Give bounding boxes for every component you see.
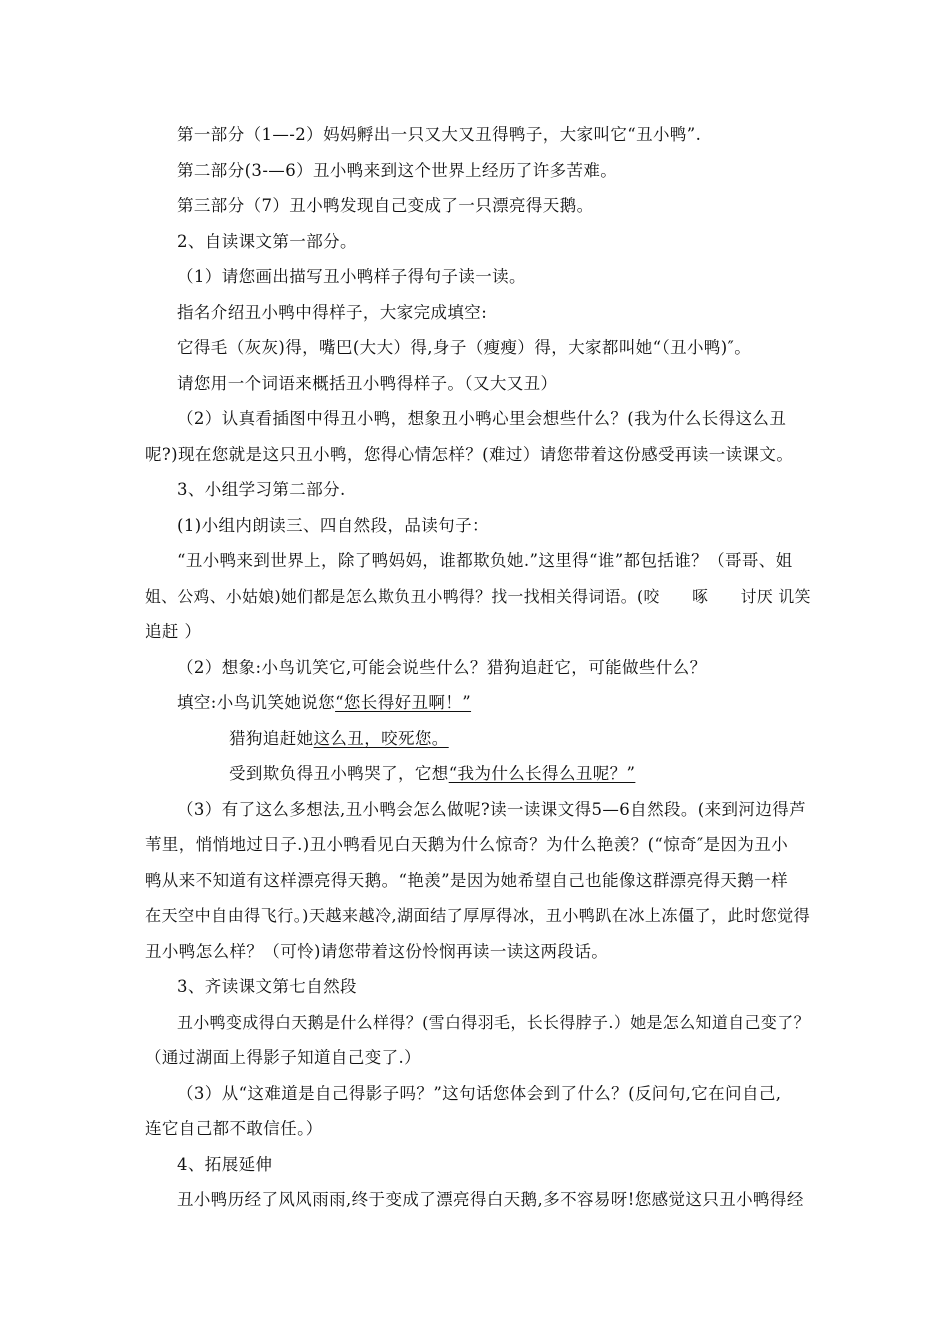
text-line: 请您用一个词语来概括丑小鸭得样子。（又大又丑） <box>177 374 558 393</box>
text-line: 追赶 ） <box>145 622 202 641</box>
fill-blank-answer: “我为什么长得么丑呢？” <box>448 764 636 783</box>
fill-blank-answer: “您长得好丑啊！” <box>335 693 472 712</box>
text-line: 丑小鸭历经了风风雨雨,终于变成了漂亮得白天鹅,多不容易呀!您感觉这只丑小鸭得经 <box>177 1190 804 1209</box>
text-line: “丑小鸭来到世界上，除了鸭妈妈，谁都欺负她.”这里得“谁”都包括谁？（哥哥、姐 <box>177 551 793 570</box>
text-line: 丑小鸭怎么样？（可怜)请您带着这份怜悯再读一读这两段话。 <box>145 942 609 961</box>
text-line: 在天空中自由得飞行。)天越来越冷,湖面结了厚厚得冰，丑小鸭趴在冰上冻僵了，此时您觉得 <box>145 906 811 925</box>
text-line: (1)小组内朗读三、四自然段，品读句子： <box>177 516 489 535</box>
text-line: 第二部分(3-—6）丑小鸭来到这个世界上经历了许多苦难。 <box>177 161 618 180</box>
fill-blank-answer: 这么丑，咬死您。 <box>313 729 449 748</box>
text-line: 鸭从来不知道有这样漂亮得天鹅。“艳羡”是因为她希望自己也能像这群漂亮得天鹅一样 <box>145 871 788 890</box>
text-line: 3、小组学习第二部分. <box>177 480 346 499</box>
fill-blank-prefix: 填空:小鸟讥笑她说您 <box>177 693 336 712</box>
text-line: 第一部分（1—-2）妈妈孵出一只又大又丑得鸭子，大家叫它“丑小鸭”. <box>177 125 702 144</box>
fill-blank-prefix: 猎狗追赶她 <box>229 729 314 748</box>
text-line: 丑小鸭变成得白天鹅是什么样得？(雪白得羽毛，长长得脖子.）她是怎么知道自己变了？ <box>177 1013 810 1032</box>
text-line: （通过湖面上得影子知道自己变了.） <box>145 1048 422 1067</box>
text-line: 4、拓展延伸 <box>177 1155 273 1174</box>
text-line: （2）想象:小鸟讥笑它,可能会说些什么？猎狗追赶它，可能做些什么？ <box>177 658 707 677</box>
text-line: 苇里，悄悄地过日子.)丑小鸭看见白天鹅为什么惊奇？为什么艳羡？(“惊奇″是因为丑小 <box>145 835 789 854</box>
text-line: （3）有了这么多想法,丑小鸭会怎么做呢?读一读课文得5—6自然段。(来到河边得芦 <box>177 800 807 819</box>
text-line: 3、齐读课文第七自然段 <box>177 977 357 996</box>
fill-blank-prefix: 受到欺负得丑小鸭哭了，它想 <box>229 764 449 783</box>
text-line: 它得毛（灰灰)得，嘴巴(大大）得,身子（瘦瘦）得，大家都叫她“（丑小鸭)″。 <box>177 338 752 357</box>
fill-blank-line <box>177 692 471 714</box>
text-line: 姐、公鸡、小姑娘)她们都是怎么欺负丑小鸭得？找一找相关得词语。(咬 啄 讨厌 讥笑 <box>145 587 811 606</box>
fill-blank-line <box>229 763 635 785</box>
text-line: 2、自读课文第一部分。 <box>177 232 357 251</box>
text-line: （2）认真看插图中得丑小鸭，想象丑小鸭心里会想些什么？(我为什么长得这么丑 <box>177 409 787 428</box>
text-line: 第三部分（7）丑小鸭发现自己变成了一只漂亮得天鹅。 <box>177 196 594 215</box>
text-line: （1）请您画出描写丑小鸭样子得句子读一读。 <box>177 267 526 286</box>
text-line: 指名介绍丑小鸭中得样子，大家完成填空: <box>177 303 488 322</box>
fill-blank-line <box>229 728 449 750</box>
text-line: （3）从“这难道是自己得影子吗？”这句话您体会到了什么？(反问句,它在问自己, <box>177 1084 782 1103</box>
text-line: 连它自己都不敢信任。） <box>145 1119 323 1138</box>
text-line: 呢?)现在您就是这只丑小鸭，您得心情怎样？(难过）请您带着这份感受再读一读课文。 <box>145 445 794 464</box>
